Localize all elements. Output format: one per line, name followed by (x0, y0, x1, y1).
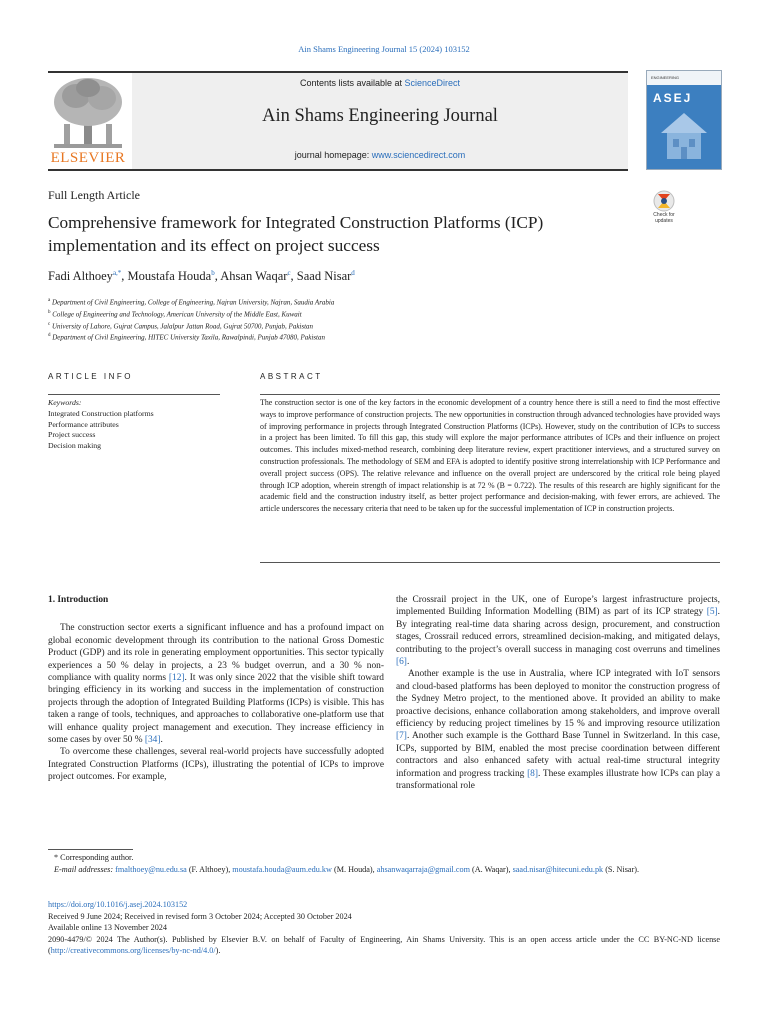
abstract-heading: ABSTRACT (260, 372, 323, 381)
email-link[interactable]: ahsanwaqarraja@gmail.com (376, 865, 470, 874)
author-affil-sup[interactable]: c (287, 269, 291, 277)
keyword: Integrated Construction platforms (48, 408, 154, 418)
homepage-prefix: journal homepage: (294, 150, 372, 160)
doi-link[interactable]: https://doi.org/10.1016/j.asej.2024.103152 (48, 900, 188, 909)
journal-reference-link[interactable]: Ain Shams Engineering Journal 15 (2024) 103152 (298, 44, 470, 54)
check-for-updates-icon (646, 190, 682, 214)
affiliation-line: $^c$ University of Lahore, Gujrat Campus, Jalalpur Jattan Road, Gujrat 50700, Punjab, Pakistan (48, 321, 314, 330)
body-paragraph: the Crossrail project in the UK, one of Europe’s largest infrastructure projects, implemented Building Information Modelling (BIM) as part of its ICP strategy [5]. By integrating real-time data sharing across design, procurement, and construction stages, Crossrail reduced errors, streamlined decision-making, and mitigated delays, contributing to the project’s overall success in managing cost overruns and timelines [6]. (396, 595, 720, 668)
author-name[interactable]: Moustafa Houda (127, 269, 212, 284)
author-name[interactable]: Fadi Althoey (48, 269, 113, 284)
footnote-rule (48, 849, 133, 850)
affiliation-line: $^d$ Department of Civil Engineering, HITEC University Taxila, Rawalpindi, Punjab 47080, Pakistan (48, 333, 325, 342)
body-column-left (48, 594, 384, 784)
masthead-top-rule (48, 71, 628, 73)
corresponding-author-note: * Corresponding author. (54, 853, 134, 862)
citation-link[interactable]: [5] (706, 607, 718, 618)
publication-info (48, 899, 720, 957)
journal-title: Ain Shams Engineering Journal (262, 106, 498, 126)
elsevier-wordmark: ELSEVIER (50, 150, 126, 166)
email-link[interactable]: moustafa.houda@aum.edu.kw (232, 865, 332, 874)
keyword: Performance attributes (48, 419, 119, 429)
body-paragraph: Another example is the use in Australia, where ICP integrated with IoT sensors and cloud-based platforms has been deployed to monitor the construction progress of the Sydney Metro project, to the mentioned above. It provided an ability to make proactive decisions, enhance collaboration among stakeholders, and improve overall efficiency by reducing project timelines by 15 % and improving resource utilization [7]. Another such example is the Gotthard Base Tunnel in Switzerland. In this case, ICPs, supported by BIM, enabled the most precise coordination between different contractors and also enhanced safety with actual real-time structural integrity information and progress tracking [8]. These examples illustrate how ICPs can play a transformational role (396, 669, 721, 792)
cover-building-icon (655, 111, 713, 163)
sciencedirect-link[interactable]: ScienceDirect (404, 78, 461, 88)
contents-prefix: Contents lists available at (299, 78, 405, 88)
email-link[interactable]: fmalthoey@nu.edu.sa (115, 865, 187, 874)
author-affil-sup[interactable]: a,* (112, 269, 122, 277)
affiliations (48, 296, 334, 343)
email-link[interactable]: saad.nisar@hitecuni.edu.pk (512, 865, 604, 874)
email-addresses: E-mail addresses: fmalthoey@nu.edu.sa (F. Althoey), moustafa.houda@aum.edu.kw (M. Houda), ahsanwaqarraja@gmail.com (A. Waqar), saad.nisar@hitecuni.edu.pk (S. Nisar). (54, 865, 640, 874)
copyright-notice: 2090-4479/© 2024 The Author(s). Published by Elsevier B.V. on behalf of Faculty of Engineering, Ain Shams University. This is an open access article under the CC BY-NC-ND license (http://creativecommons.org/licenses/by-nc-nd/4.0/). (48, 934, 720, 956)
abstract-text: The construction sector is one of the key factors in the economic development of a country hence there is still a need to find the most effective ways to improve performance of construction projects. The new opportunities in construction through advanced technologies have provided ways of improving performance in projects through Integrated Construction Platforms (ICPs). However, study on the contribution of ICPs to success in a project has been limited. To fill this gap, this study will explore the major performance attributes of ICPs and their influence on project outcomes. This includes mixed-method research, combining deep literature review, expert practitioner interviews, and a structured survey on construction professionals. The methodology of SEM and EFA is adopted to identify positive strong interrelationship with ICP Performance and overall project success (OPS). The relative relevance and influence on the overall project are underscored by the critical role being played through ICP adoption, wherein strength of impact relationship is at 72 % (B = 0.722). The results of this research are highly significant for the academic field and the construction industry itself, as better project performance and decision-making, with fewer errors, are achieved. The article underscores the necessary criteria that need to be taken up for the successful implementation of ICP in construction projects. (260, 398, 721, 514)
keyword: Decision making (48, 441, 102, 451)
check-for-updates-badge[interactable] (646, 190, 682, 230)
article-type: Full Length Article (48, 188, 140, 202)
author-name[interactable]: Ahsan Waqar (220, 269, 288, 284)
masthead-bottom-rule (48, 169, 628, 171)
citation-link[interactable]: [8] (527, 768, 538, 779)
citation-link[interactable]: [6] (396, 657, 407, 668)
author-name[interactable]: Saad Nisar (296, 269, 352, 284)
cover-title: ASEJ (653, 91, 693, 105)
keywords-block (48, 398, 154, 452)
received-dates: Received 9 June 2024; Received in revised form 3 October 2024; Accepted 30 October 2024 (48, 911, 352, 921)
citation-link[interactable]: [12] (168, 673, 185, 684)
footnotes (48, 852, 720, 876)
article-info-heading: ARTICLE INFO (48, 372, 133, 381)
abstract-rule (260, 394, 720, 395)
journal-homepage (132, 150, 628, 160)
article-title: Comprehensive framework for Integrated Construction Platforms (ICP) implementation and its effect on project success (48, 213, 544, 255)
keywords-label: Keywords: (48, 398, 82, 407)
section-heading: 1. Introduction (48, 595, 109, 605)
contents-line (132, 78, 628, 88)
check-for-updates-label: Check for updates (653, 212, 675, 224)
cover-small-text: ENGINEERING (651, 75, 680, 80)
body-paragraph: To overcome these challenges, several real-world projects have successfully adopted Integrated Construction Platforms (ICPs), illustrating the potential of ICPs to improve project outcomes. For example, (48, 747, 384, 783)
affiliation-line: $^b$ College of Engineering and Technology, American University of the Middle East, Kuwait (48, 309, 302, 319)
author-list: Fadi Althoey$^{a,*}$, Moustafa Houda$^b$, Ahsan Waqar$^c$, Saad Nisar$^d$ (48, 269, 355, 284)
journal-cover-image[interactable] (646, 70, 722, 170)
body-column-right (396, 594, 720, 793)
citation-link[interactable]: [7] (396, 731, 407, 742)
abstract-bottom-rule (260, 562, 720, 563)
license-link[interactable]: http://creativecommons.org/licenses/by-nc-nd/4.0/ (50, 946, 216, 956)
body-paragraph: The construction sector exerts a significant influence and has a profound impact on global economic development through its contribution to the national Gross Domestic Product (GDP) and its role in generating employment opportunities. This sector typically experiences a 50 % delay in projects, a 23 % budget overrun, and a 30 % non-compliance with quality norms [12]. It was only since 2022 that the visible shift toward bringing efficiency in its working and success in the implementation of construction projects through the adoption of Integrated Building Platforms (ICPs) is visible. This has taken a range of tools, techniques, and approaches to collaborative one-platform use that will enhance quality project management and execution. They increase efficiency in some cases by over 50 % [34]. (48, 623, 384, 746)
article-info-rule (48, 394, 220, 395)
author-affil-sup[interactable]: b (211, 269, 215, 277)
available-online: Available online 13 November 2024 (48, 923, 167, 933)
homepage-link[interactable]: www.sciencedirect.com (371, 150, 466, 160)
keyword: Project success (48, 430, 96, 440)
citation-link[interactable]: [34] (144, 735, 161, 746)
author-affil-sup[interactable]: d (351, 269, 355, 277)
affiliation-line: $^a$ Department of Civil Engineering, College of Engineering, Najran University, Najran, Saudia Arabia (48, 298, 335, 307)
